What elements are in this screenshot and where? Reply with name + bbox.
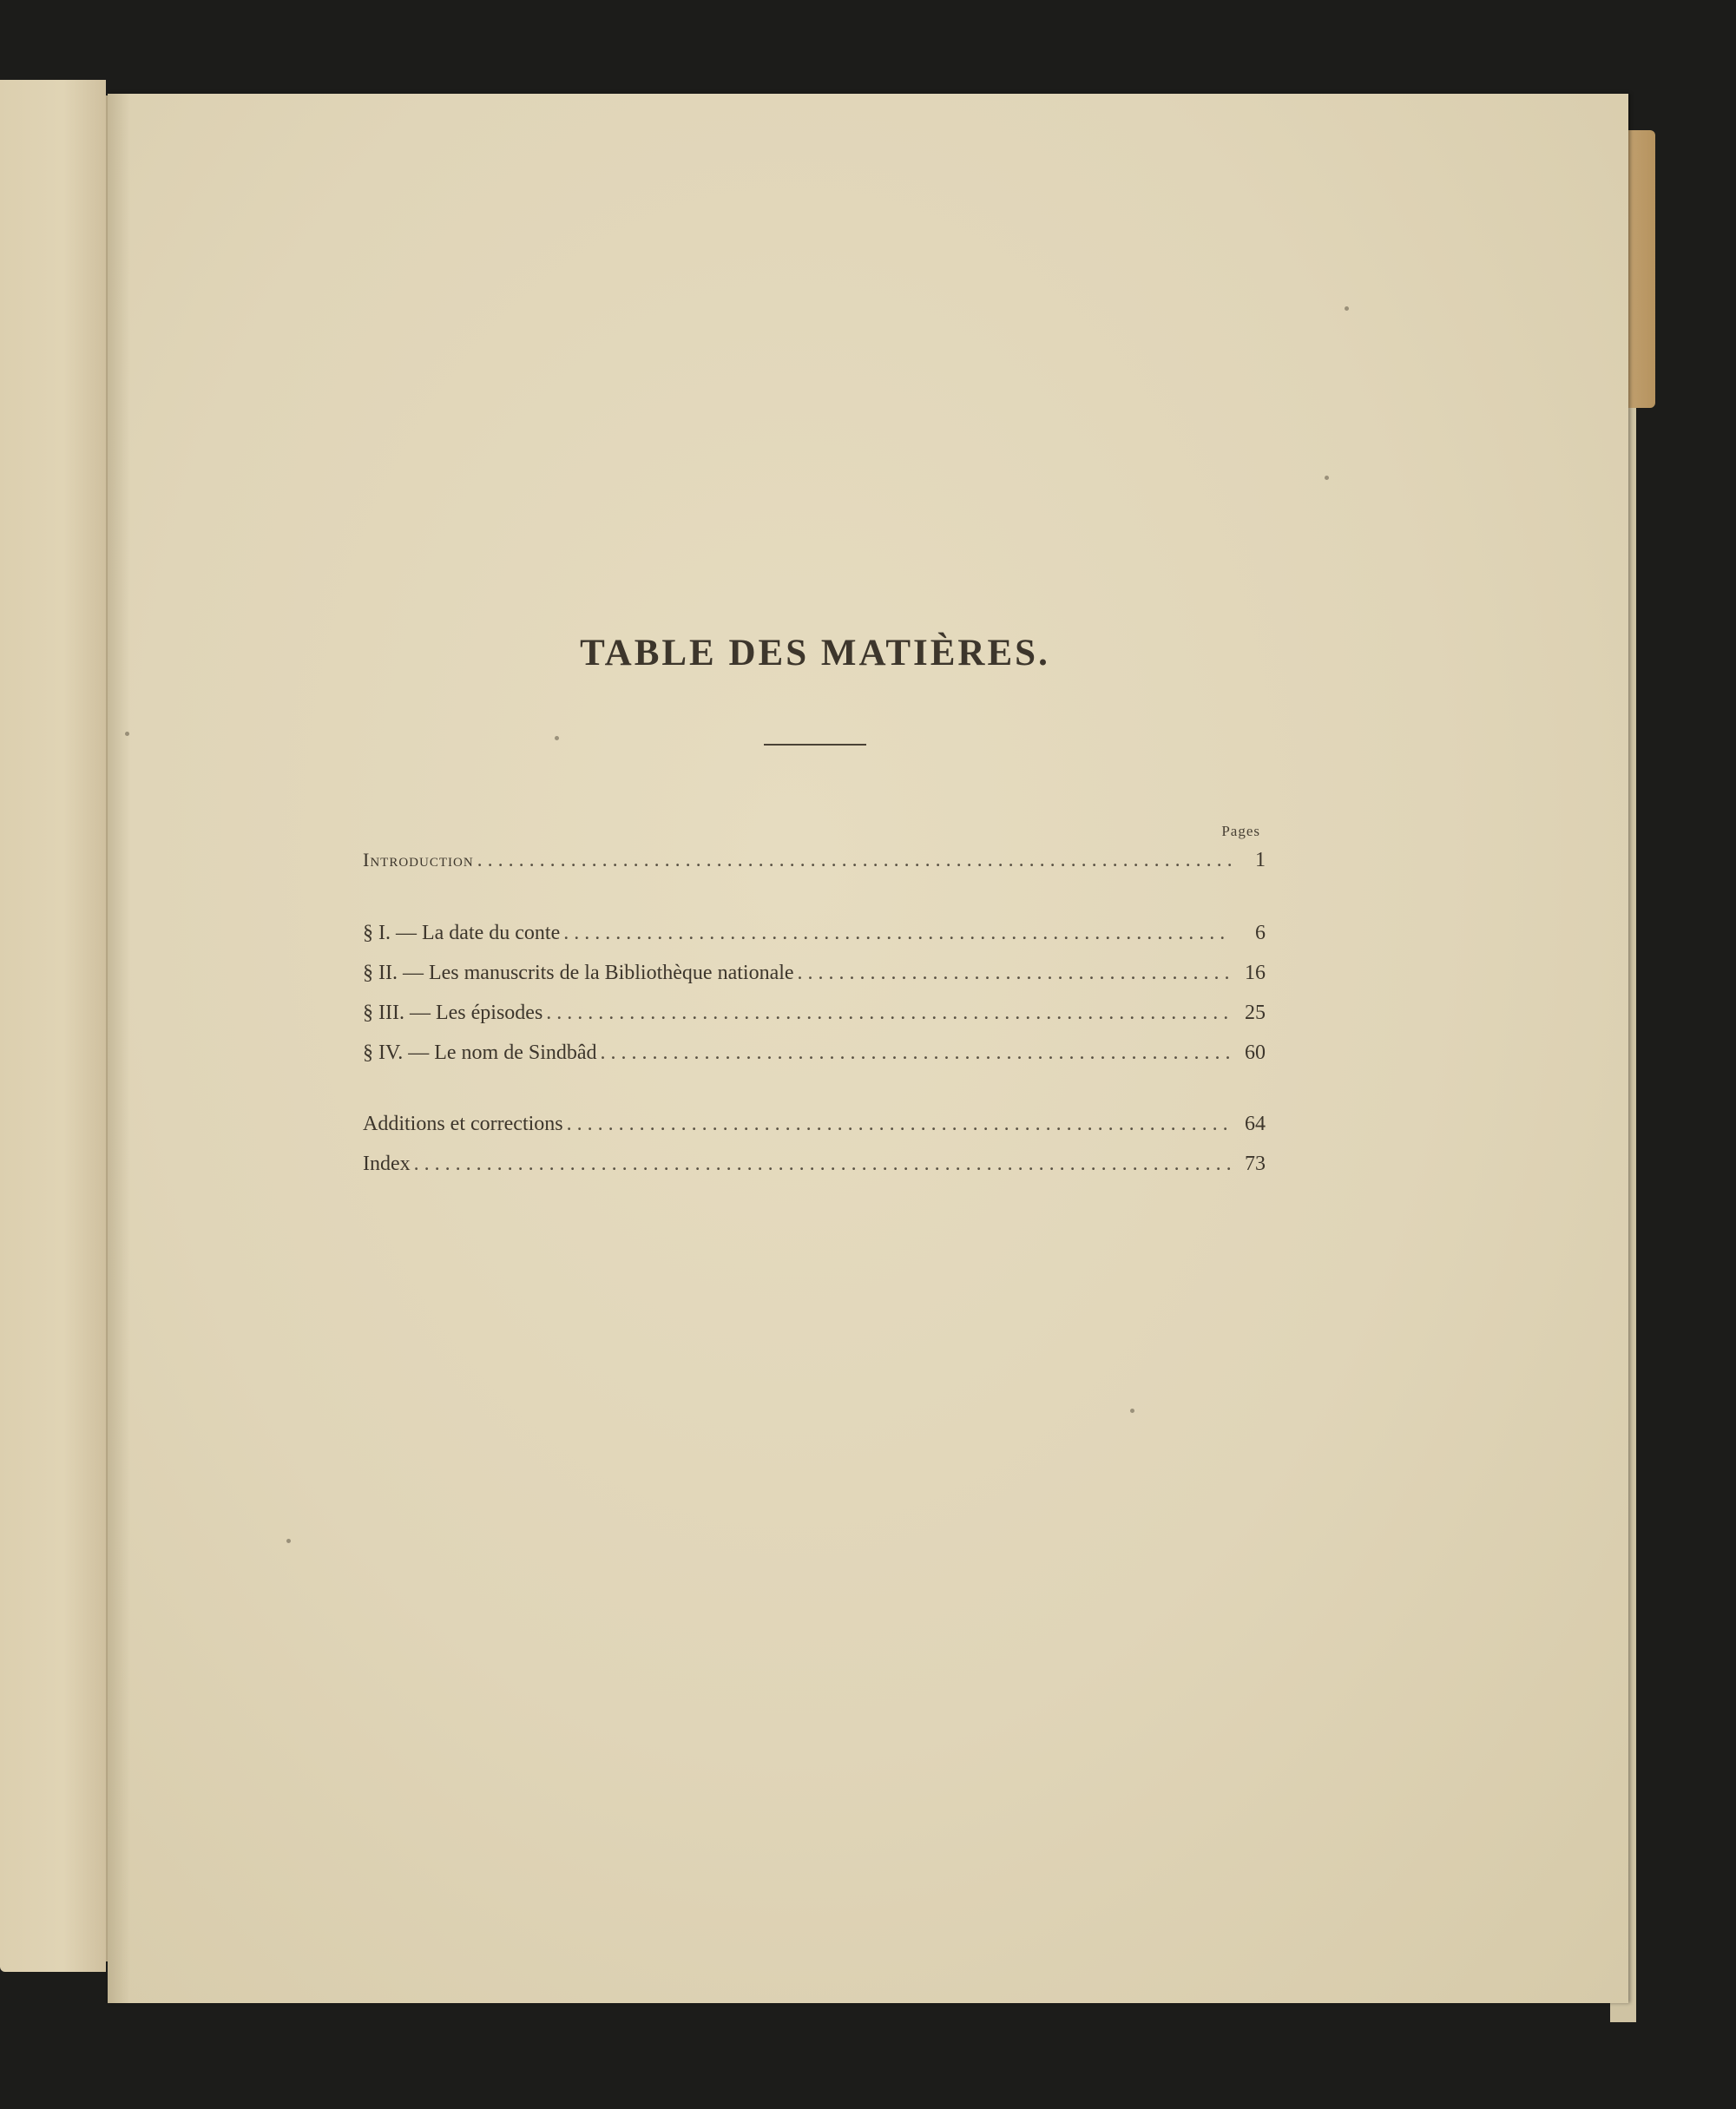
toc-entry-section-1 <box>363 922 1266 949</box>
toc-entry-section-2 <box>363 962 1266 989</box>
toc-entry-additions <box>363 1113 1266 1140</box>
toc-entry-page: 60 <box>1245 1041 1266 1064</box>
toc-entry-label: § III. — Les épisodes <box>363 1002 543 1024</box>
toc-entry-page: 6 <box>1255 922 1266 944</box>
toc-entry-label: § II. — Les manuscrits de la Bibliothèque nationale <box>363 962 794 984</box>
toc-entry-label: § IV. — Le nom de Sindbâd <box>363 1041 597 1064</box>
paper-speck <box>1325 476 1329 480</box>
toc-entry-page: 73 <box>1245 1153 1266 1175</box>
page-gutter-shadow <box>108 94 130 2003</box>
left-page <box>0 80 106 1972</box>
page-title: TABLE DES MATIÈRES. <box>580 633 1050 673</box>
dot-leader <box>414 1153 1231 1176</box>
dot-leader <box>546 1002 1231 1025</box>
dot-leader <box>567 1113 1231 1136</box>
toc-entry-page: 16 <box>1245 962 1266 984</box>
pages-column-label: Pages <box>1221 823 1260 839</box>
dot-leader <box>601 1041 1231 1065</box>
dot-leader <box>563 922 1231 945</box>
paper-speck <box>125 732 129 736</box>
toc-entry-page: 25 <box>1245 1002 1266 1024</box>
toc-entry-section-3 <box>363 1002 1266 1029</box>
paper-speck <box>1130 1409 1134 1413</box>
toc-entry-label: § I. — La date du conte <box>363 922 561 944</box>
dot-leader <box>798 962 1231 985</box>
title-rule <box>764 744 866 746</box>
paper-speck <box>555 736 559 740</box>
toc-entry-page: 64 <box>1245 1113 1266 1135</box>
toc-entry-introduction <box>363 849 1266 877</box>
toc-entry-section-4 <box>363 1041 1266 1069</box>
toc-entry-label: Additions et corrections <box>363 1113 563 1135</box>
paper-speck <box>286 1539 291 1543</box>
paper-speck <box>1345 306 1349 311</box>
dot-leader <box>477 849 1231 872</box>
toc-entry-index <box>363 1153 1266 1180</box>
toc-entry-label: Introduction <box>363 849 474 871</box>
document-page <box>108 94 1628 2003</box>
toc-entry-label: Index <box>363 1153 411 1175</box>
toc-entry-page: 1 <box>1255 849 1266 871</box>
